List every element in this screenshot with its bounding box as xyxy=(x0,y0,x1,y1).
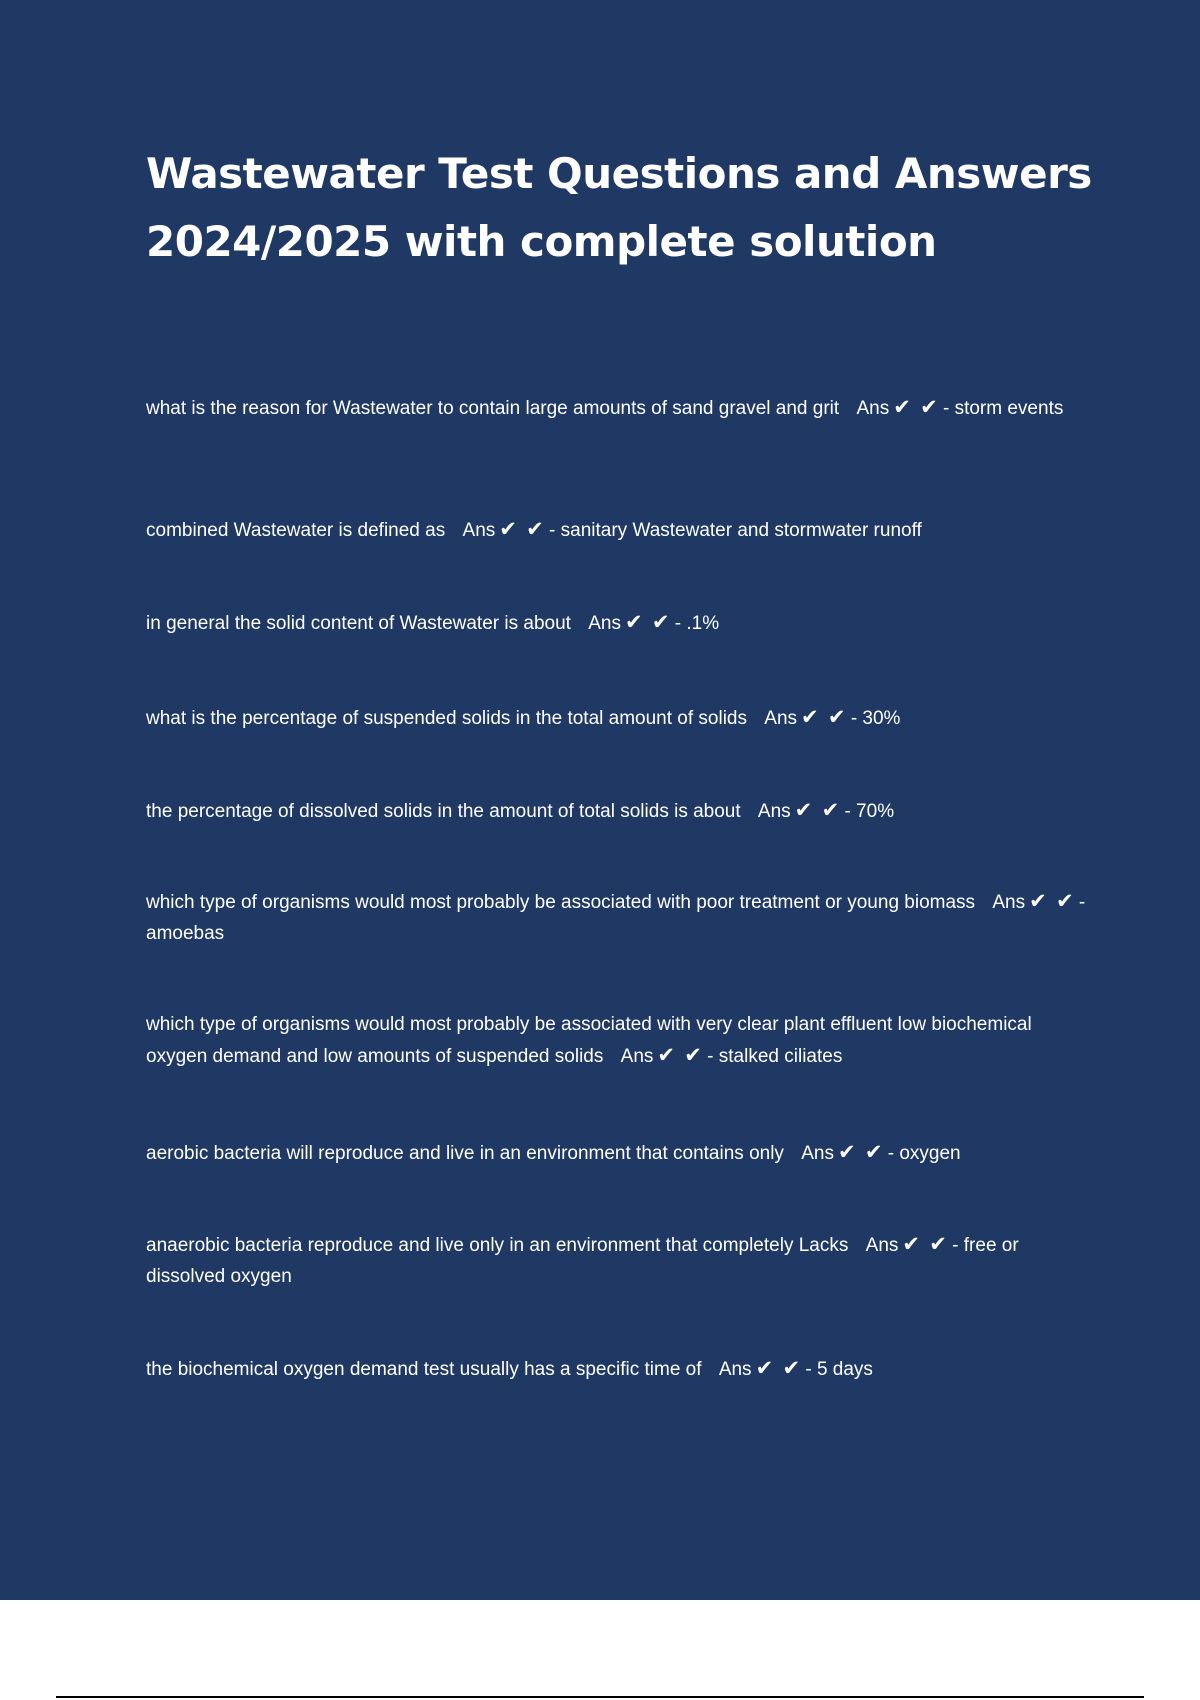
ans-label: Ans xyxy=(801,1143,834,1164)
ans-label: Ans xyxy=(992,892,1026,913)
document-title xyxy=(146,140,1106,276)
question-text: anaerobic bacteria reproduce and live only in an environment that completely Lacks xyxy=(146,1235,849,1256)
question-text: what is the reason for Wastewater to contain large amounts of sand gravel and grit xyxy=(146,398,840,419)
ans-label: Ans xyxy=(462,520,496,541)
answer-text: - .1% xyxy=(674,613,720,634)
question-text: the percentage of dissolved solids in the amount of total solids is about xyxy=(146,801,741,822)
checkmark-icon: ✔ xyxy=(526,517,544,541)
qa-item xyxy=(146,1229,1096,1292)
checkmark-icon: ✔ xyxy=(893,395,911,419)
footer-divider xyxy=(56,1696,1144,1698)
answer-text: - 5 days xyxy=(805,1359,873,1380)
ans-label: Ans xyxy=(856,398,890,419)
ans-label: Ans xyxy=(718,1359,752,1380)
answer-text: - oxygen xyxy=(887,1143,961,1164)
checkmark-icon: ✔ xyxy=(920,395,938,419)
checkmark-icon: ✔ xyxy=(499,517,517,541)
checkmark-icon: ✔ xyxy=(1055,889,1074,913)
qa-item xyxy=(146,392,1096,424)
ans-label: Ans xyxy=(757,801,791,822)
checkmark-icon: ✔ xyxy=(651,610,670,634)
checkmark-icon: ✔ xyxy=(827,705,846,729)
question-text: the biochemical oxygen demand test usually has a specific time of xyxy=(146,1359,702,1380)
question-text: in general the solid content of Wastewater is about xyxy=(146,613,571,634)
question-text: what is the percentage of suspended solids in the total amount of solids xyxy=(146,708,747,729)
qa-item xyxy=(146,1137,1096,1169)
answer-text: - storm events xyxy=(942,398,1064,419)
ans-label: Ans xyxy=(620,1046,654,1067)
checkmark-icon: ✔ xyxy=(684,1043,702,1067)
checkmark-icon: ✔ xyxy=(1029,889,1047,913)
checkmark-icon: ✔ xyxy=(801,705,819,729)
checkmark-icon: ✔ xyxy=(782,1356,801,1380)
checkmark-icon: ✔ xyxy=(821,798,840,822)
ans-label: Ans xyxy=(588,613,621,634)
answer-text: - 70% xyxy=(844,801,895,822)
qa-item xyxy=(146,607,1096,639)
checkmark-icon: ✔ xyxy=(837,1140,856,1164)
answer-text: - sanitary Wastewater and stormwater runoff xyxy=(549,520,922,541)
checkmark-icon: ✔ xyxy=(864,1140,883,1164)
qa-item xyxy=(146,795,1096,827)
question-text: which type of organisms would most probably be associated with poor treatment or young biomass xyxy=(146,892,976,913)
question-text: aerobic bacteria will reproduce and live in an environment that contains only xyxy=(146,1143,784,1164)
answer-text: - free or dissolved oxygen xyxy=(146,1235,1019,1287)
checkmark-icon: ✔ xyxy=(755,1356,774,1380)
checkmark-icon: ✔ xyxy=(624,610,643,634)
question-text: which type of organisms would most probably be associated with very clear plant effluent low biochemical oxygen demand and low amounts of suspended solids xyxy=(146,1014,1032,1067)
answer-text: - 30% xyxy=(850,708,901,729)
answer-text: - stalked ciliates xyxy=(707,1046,843,1067)
checkmark-icon: ✔ xyxy=(929,1232,947,1256)
qa-item xyxy=(146,1353,1096,1385)
checkmark-icon: ✔ xyxy=(794,798,813,822)
qa-item xyxy=(146,702,1096,734)
qa-item xyxy=(146,886,1096,949)
document-title-line-1: Wastewater Test Questions and Answers xyxy=(146,149,1092,198)
document-title-line-2: 2024/2025 with complete solution xyxy=(146,217,937,266)
ans-label: Ans xyxy=(764,708,798,729)
checkmark-icon: ✔ xyxy=(657,1043,675,1067)
ans-label: Ans xyxy=(865,1235,899,1256)
answer-text: - amoebas xyxy=(146,892,1086,944)
checkmark-icon: ✔ xyxy=(902,1232,920,1256)
qa-item xyxy=(146,1009,1096,1072)
question-text: combined Wastewater is defined as xyxy=(146,520,446,541)
qa-item xyxy=(146,514,1096,546)
